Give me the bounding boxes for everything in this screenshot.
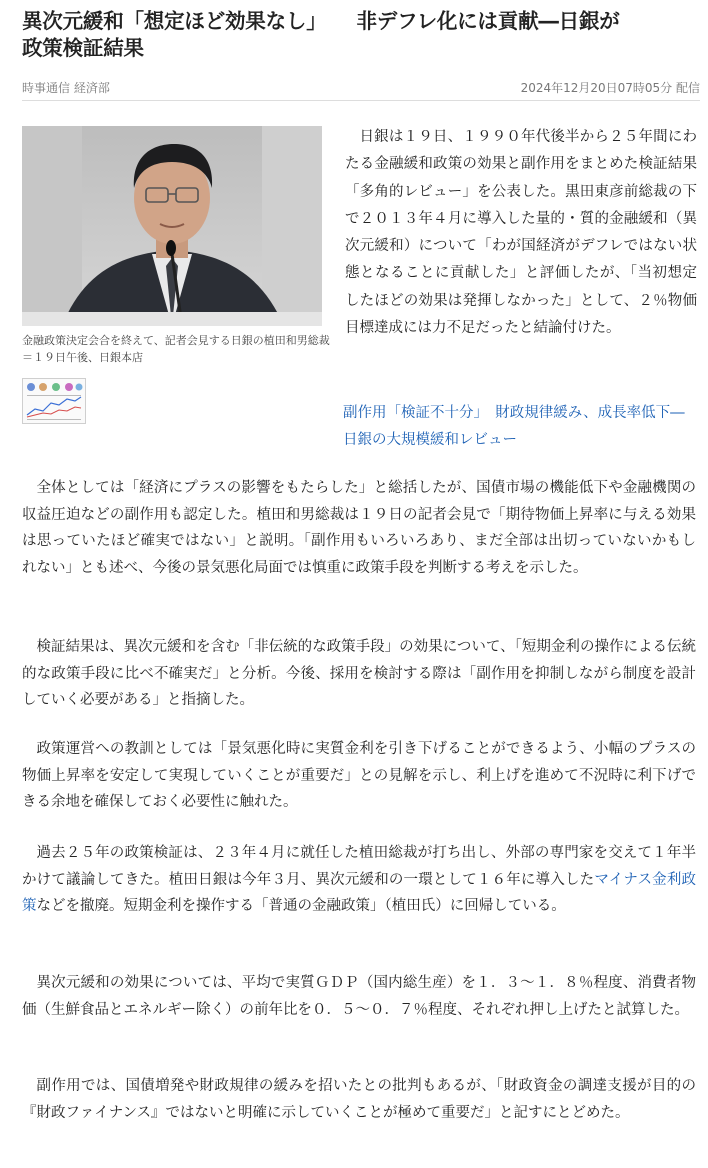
infographic-thumbnail-icon — [23, 379, 85, 423]
negative-interest-policy-link[interactable]: マイナス金利政策 — [22, 871, 696, 915]
related-article-link[interactable]: 副作用「検証不十分」 財政規律緩み、成長率低下―日銀の大規模緩和レビュー — [343, 405, 685, 448]
body-paragraph — [22, 840, 696, 920]
title-sub-line2: 政策検証結果 — [22, 36, 144, 60]
infographic-thumbnail[interactable] — [22, 378, 86, 424]
photo-caption: 金融政策決定会合を終えて、記者会見する日銀の植田和男総裁＝１９日午後、日銀本店 — [22, 334, 330, 364]
publish-date: 2024年12月20日07時05分 配信 — [520, 81, 700, 95]
body-paragraph: 副作用では、国債増発や財政規律の緩みを招いたとの批判もあるが、「財政資金の調達支援が目的の『財政ファイナンス』ではないと明確に示していくことが極めて重要だ」と記すにとどめた。 — [22, 1078, 696, 1121]
article-photo[interactable] — [22, 126, 322, 326]
body-text: などを撤廃。短期金利を操作する「普通の金融政策」（植田氏）に回帰している。 — [36, 898, 566, 915]
portrait-photo-illustration — [22, 126, 322, 326]
source-label: 時事通信 経済部 — [22, 81, 110, 95]
byline — [22, 78, 700, 98]
body-paragraph: 全体としては「経済にプラスの影響をもたらした」と総括したが、国債市場の機能低下や金融機関の収益圧迫などの副作用も認定した。植田和男総裁は１９日の記者会見で「期待物価上昇率に与える効果は思っていたほど確実ではない」と説明。「副作用もいろいろあり、まだ全部は出切っていないかもしれない」とも述べ、今後の景気悪化局面では慎重に政策手段を判断する考えを示した。 — [22, 480, 696, 577]
title-main: 異次元緩和「想定ほど効果なし」 — [22, 9, 327, 33]
body-text: 過去２５年の政策検証は、２３年４月に就任した植田総裁が打ち出し、外部の専門家を交えて１年半かけて議論してきた。植田日銀は今年３月、異次元緩和の一環として１６年に導入した — [22, 845, 696, 888]
divider — [22, 100, 700, 101]
article-title — [22, 8, 698, 62]
title-sub-line1: 非デフレ化には貢献―日銀が — [356, 9, 620, 33]
lead-paragraph: 日銀は１９日、１９９０年代後半から２５年間にわたる金融緩和政策の効果と副作用をまとめた検証結果「多角的レビュー」を公表した。黒田東彦前総裁の下で２０１３年４月に導入した量的・質的金融緩和（異次元緩和）について「わが国経済がデフレではない状態となることに貢献した」と評価したが、「当初想定したほどの効果は発揮しなかった」として、２％物価目標達成には力不足だったと結論付けた。 — [345, 129, 697, 337]
body-paragraph: 政策運営への教訓としては「景気悪化時に実質金利を引き下げることができるよう、小幅のプラスの物価上昇率を安定して実現していくことが重要だ」との見解を示し、利上げを進めて不況時に利下げできる余地を確保しておく必要性に触れた。 — [22, 741, 696, 811]
body-paragraph: 異次元緩和の効果については、平均で実質ＧＤＰ（国内総生産）を１．３～１．８％程度、消費者物価（生鮮食品とエネルギー除く）の前年比を０．５～０．７％程度、それぞれ押し上げたと試算した。 — [22, 975, 696, 1018]
body-paragraph: 検証結果は、異次元緩和を含む「非伝統的な政策手段」の効果について、「短期金利の操作による伝統的な政策手段に比べ不確実だ」と分析。今後、採用を検討する際は「副作用を抑制しながら制度を設計していく必要がある」と指摘した。 — [22, 639, 696, 709]
